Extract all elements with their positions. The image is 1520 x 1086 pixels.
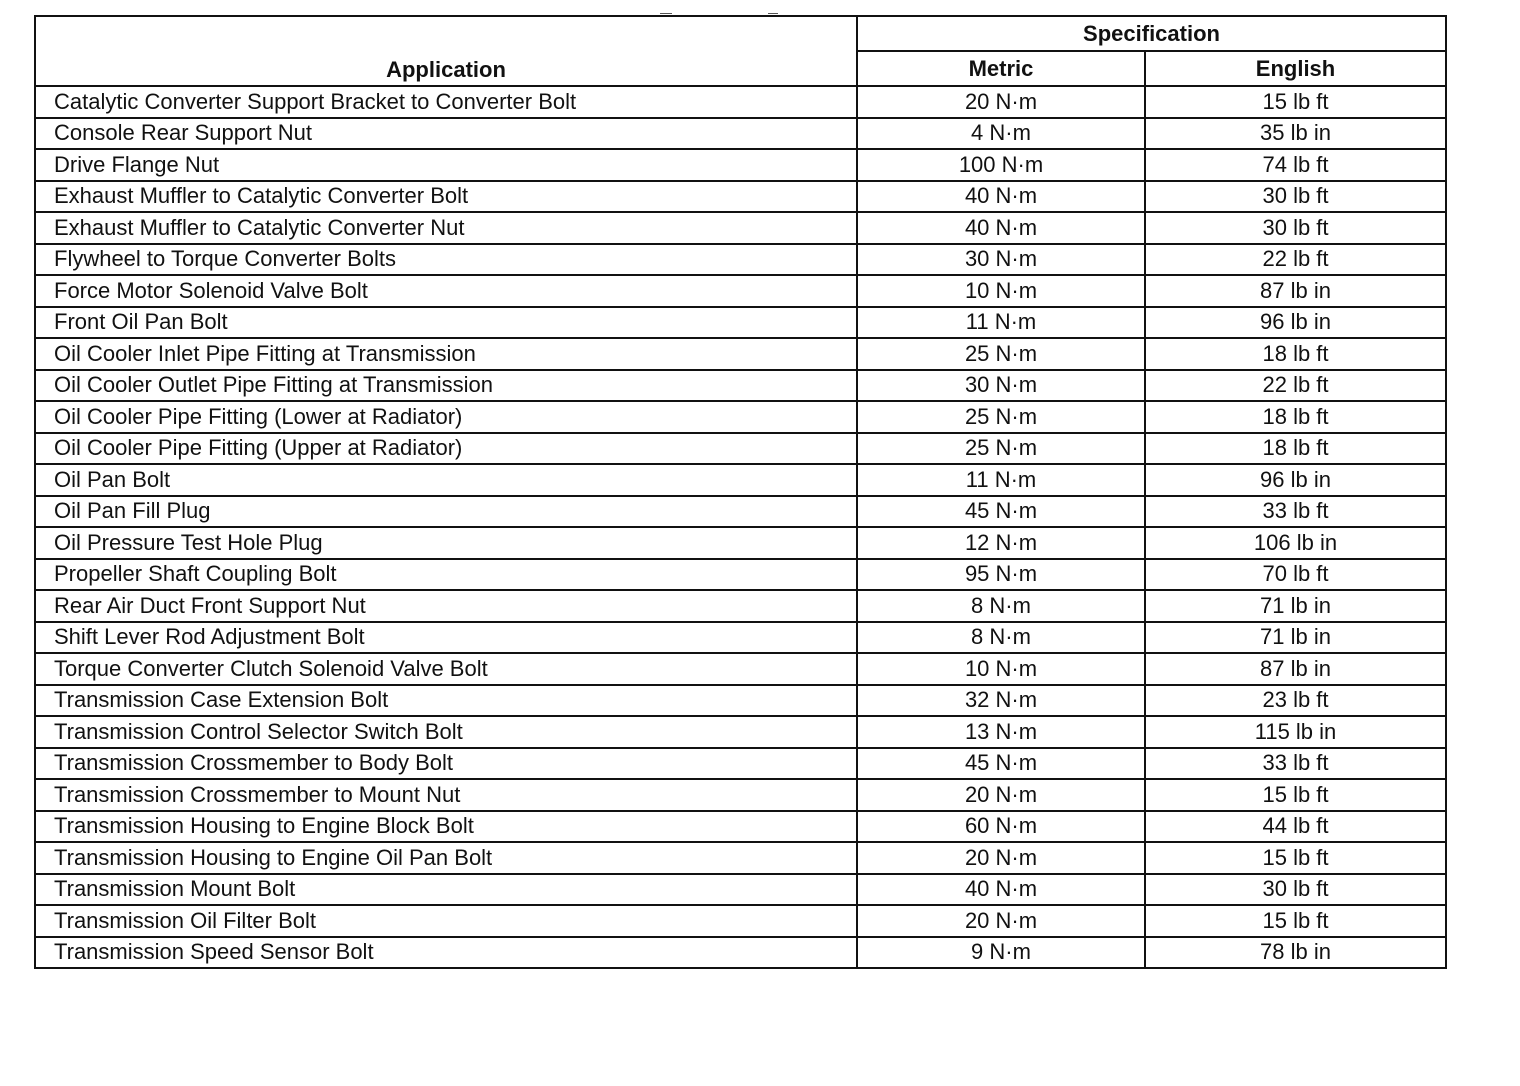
- metric-cell: 30 N·m: [857, 370, 1145, 402]
- metric-cell: 95 N·m: [857, 559, 1145, 591]
- metric-cell: 30 N·m: [857, 244, 1145, 276]
- application-cell: Force Motor Solenoid Valve Bolt: [35, 275, 857, 307]
- english-cell: 35 lb in: [1145, 118, 1446, 150]
- english-cell: 87 lb in: [1145, 653, 1446, 685]
- english-cell: 30 lb ft: [1145, 874, 1446, 906]
- metric-cell: 11 N·m: [857, 464, 1145, 496]
- metric-cell: 60 N·m: [857, 811, 1145, 843]
- table-row: [35, 464, 1446, 496]
- metric-cell: 10 N·m: [857, 275, 1145, 307]
- metric-cell: 8 N·m: [857, 590, 1145, 622]
- english-cell: 15 lb ft: [1145, 86, 1446, 118]
- english-cell: 15 lb ft: [1145, 842, 1446, 874]
- english-cell: 18 lb ft: [1145, 401, 1446, 433]
- table-row: [35, 307, 1446, 339]
- metric-cell: 10 N·m: [857, 653, 1145, 685]
- application-header: Application: [35, 16, 857, 86]
- metric-cell: 13 N·m: [857, 716, 1145, 748]
- table-row: [35, 685, 1446, 717]
- metric-cell: 32 N·m: [857, 685, 1145, 717]
- english-cell: 18 lb ft: [1145, 433, 1446, 465]
- metric-cell: 25 N·m: [857, 433, 1145, 465]
- application-cell: Oil Cooler Inlet Pipe Fitting at Transmission: [35, 338, 857, 370]
- table-row: [35, 212, 1446, 244]
- table-row: [35, 716, 1446, 748]
- metric-cell: 20 N·m: [857, 842, 1145, 874]
- metric-cell: 40 N·m: [857, 181, 1145, 213]
- application-cell: Console Rear Support Nut: [35, 118, 857, 150]
- table-row: [35, 748, 1446, 780]
- metric-cell: 8 N·m: [857, 622, 1145, 654]
- table-row: [35, 370, 1446, 402]
- application-cell: Oil Pressure Test Hole Plug: [35, 527, 857, 559]
- application-cell: Oil Pan Bolt: [35, 464, 857, 496]
- table-row: [35, 433, 1446, 465]
- table-row: [35, 590, 1446, 622]
- table-row: [35, 118, 1446, 150]
- english-cell: 106 lb in: [1145, 527, 1446, 559]
- table-row: [35, 86, 1446, 118]
- table-row: [35, 496, 1446, 528]
- metric-cell: 11 N·m: [857, 307, 1145, 339]
- english-cell: 70 lb ft: [1145, 559, 1446, 591]
- application-cell: Rear Air Duct Front Support Nut: [35, 590, 857, 622]
- table-body: [35, 86, 1446, 968]
- application-cell: Oil Cooler Outlet Pipe Fitting at Transmission: [35, 370, 857, 402]
- application-cell: Torque Converter Clutch Solenoid Valve Bolt: [35, 653, 857, 685]
- scan-artifact: [768, 13, 778, 14]
- table-row: [35, 559, 1446, 591]
- application-cell: Front Oil Pan Bolt: [35, 307, 857, 339]
- table-row: [35, 622, 1446, 654]
- english-cell: 15 lb ft: [1145, 905, 1446, 937]
- english-cell: 71 lb in: [1145, 622, 1446, 654]
- table-row: [35, 811, 1446, 843]
- metric-cell: 4 N·m: [857, 118, 1145, 150]
- application-cell: Exhaust Muffler to Catalytic Converter Bolt: [35, 181, 857, 213]
- english-cell: 18 lb ft: [1145, 338, 1446, 370]
- table-row: [35, 905, 1446, 937]
- application-cell: Transmission Mount Bolt: [35, 874, 857, 906]
- english-cell: 96 lb in: [1145, 464, 1446, 496]
- application-cell: Exhaust Muffler to Catalytic Converter Nut: [35, 212, 857, 244]
- application-cell: Drive Flange Nut: [35, 149, 857, 181]
- english-cell: 22 lb ft: [1145, 370, 1446, 402]
- metric-cell: 20 N·m: [857, 905, 1145, 937]
- metric-cell: 25 N·m: [857, 401, 1145, 433]
- metric-cell: 45 N·m: [857, 496, 1145, 528]
- application-cell: Transmission Crossmember to Body Bolt: [35, 748, 857, 780]
- english-cell: 71 lb in: [1145, 590, 1446, 622]
- metric-cell: 100 N·m: [857, 149, 1145, 181]
- english-cell: 15 lb ft: [1145, 779, 1446, 811]
- application-cell: Transmission Case Extension Bolt: [35, 685, 857, 717]
- english-cell: 87 lb in: [1145, 275, 1446, 307]
- table-row: [35, 244, 1446, 276]
- table-row: [35, 653, 1446, 685]
- application-cell: Transmission Control Selector Switch Bolt: [35, 716, 857, 748]
- english-cell: 115 lb in: [1145, 716, 1446, 748]
- metric-cell: 12 N·m: [857, 527, 1145, 559]
- table-row: [35, 401, 1446, 433]
- table-row: [35, 338, 1446, 370]
- english-cell: 30 lb ft: [1145, 212, 1446, 244]
- metric-cell: 20 N·m: [857, 86, 1145, 118]
- metric-cell: 25 N·m: [857, 338, 1145, 370]
- english-header: English: [1145, 51, 1446, 86]
- english-cell: 96 lb in: [1145, 307, 1446, 339]
- metric-cell: 20 N·m: [857, 779, 1145, 811]
- application-cell: Oil Pan Fill Plug: [35, 496, 857, 528]
- application-cell: Oil Cooler Pipe Fitting (Upper at Radiator): [35, 433, 857, 465]
- table-row: [35, 275, 1446, 307]
- application-cell: Propeller Shaft Coupling Bolt: [35, 559, 857, 591]
- english-cell: 30 lb ft: [1145, 181, 1446, 213]
- english-cell: 33 lb ft: [1145, 496, 1446, 528]
- application-cell: Transmission Oil Filter Bolt: [35, 905, 857, 937]
- application-cell: Transmission Crossmember to Mount Nut: [35, 779, 857, 811]
- application-cell: Oil Cooler Pipe Fitting (Lower at Radiator): [35, 401, 857, 433]
- metric-cell: 40 N·m: [857, 874, 1145, 906]
- metric-cell: 45 N·m: [857, 748, 1145, 780]
- english-cell: 78 lb in: [1145, 937, 1446, 969]
- english-cell: 23 lb ft: [1145, 685, 1446, 717]
- scan-artifact: [660, 13, 672, 14]
- application-cell: Catalytic Converter Support Bracket to Converter Bolt: [35, 86, 857, 118]
- metric-cell: 9 N·m: [857, 937, 1145, 969]
- table-row: [35, 842, 1446, 874]
- application-cell: Flywheel to Torque Converter Bolts: [35, 244, 857, 276]
- table-row: [35, 937, 1446, 969]
- application-cell: Shift Lever Rod Adjustment Bolt: [35, 622, 857, 654]
- application-cell: Transmission Housing to Engine Oil Pan Bolt: [35, 842, 857, 874]
- table-row: [35, 779, 1446, 811]
- metric-header: Metric: [857, 51, 1145, 86]
- english-cell: 74 lb ft: [1145, 149, 1446, 181]
- specification-header: Specification: [857, 16, 1446, 51]
- table-row: [35, 527, 1446, 559]
- table-row: [35, 149, 1446, 181]
- table-header: [35, 16, 1446, 86]
- english-cell: 33 lb ft: [1145, 748, 1446, 780]
- english-cell: 22 lb ft: [1145, 244, 1446, 276]
- torque-spec-table: [34, 15, 1447, 969]
- table-row: [35, 181, 1446, 213]
- application-cell: Transmission Housing to Engine Block Bolt: [35, 811, 857, 843]
- metric-cell: 40 N·m: [857, 212, 1145, 244]
- english-cell: 44 lb ft: [1145, 811, 1446, 843]
- application-cell: Transmission Speed Sensor Bolt: [35, 937, 857, 969]
- table-row: [35, 874, 1446, 906]
